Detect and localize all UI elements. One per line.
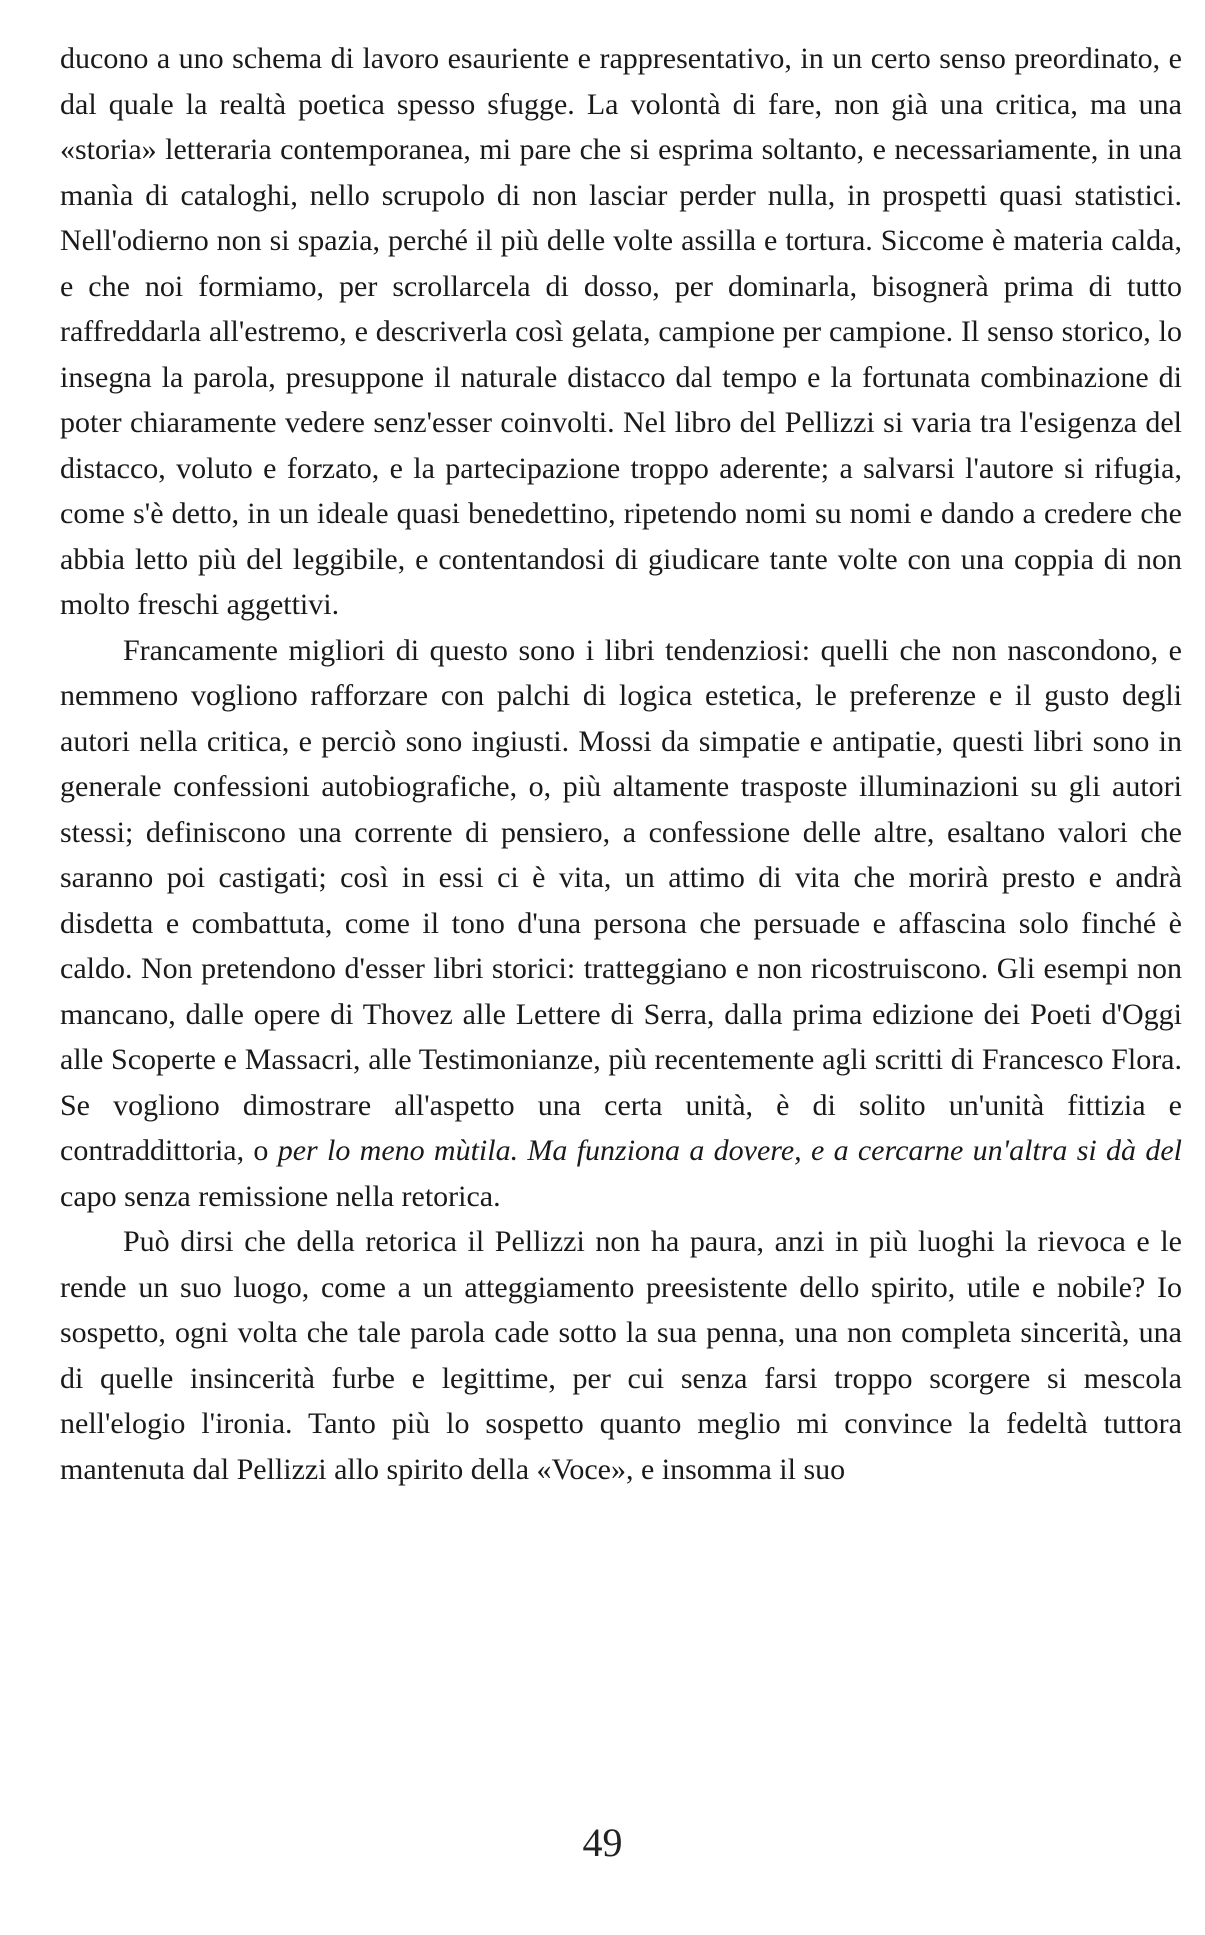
paragraph-1: ducono a uno schema di lavoro esauriente e rappresentativo, in un certo senso preordinato, e dal quale la realtà poetica spesso sfugge. La volontà di fare, non già una critica, ma una «storia» letteraria contemporanea, mi pare che si esprima soltanto, e necessariamente, in una manìa di cataloghi, nello scrupolo di non lasciar perder nulla, in prospetti quasi statistici. Nell'odierno non si spazia, perché il più delle volte assilla e tortura. Siccome è materia calda, e che noi formiamo, per scrollarcela di dosso, per dominarla, bisognerà prima di tutto raffreddarla all'estremo, e descriverla così gelata, campione per campione. Il senso storico, lo insegna la parola, presuppone il naturale distacco dal tempo e la fortunata combinazione di poter chiaramente vedere senz'esser coinvolti. Nel libro del Pellizzi si varia tra l'esigenza del distacco, voluto e forzato, e la partecipazione troppo aderente; a salvarsi l'autore si rifugia, come s'è detto, in un ideale quasi benedettino, ripetendo nomi su nomi e dando a credere che abbia letto più del leggibile, e contentandosi di giudicare tante volte con una coppia di non molto freschi aggettivi.	[60, 42, 1182, 621]
page-body	[60, 36, 1182, 1492]
paragraph-2	[60, 628, 1182, 1220]
paragraph-2-tail: capo senza remissione nella retorica.	[60, 1179, 501, 1213]
paragraph-2-italic-text: per lo meno mùtila. Ma funziona a dovere, e a cercarne un'altra si dà del	[277, 1134, 1182, 1167]
page-number: 49	[582, 1820, 623, 1865]
paragraph-3: Può dirsi che della retorica il Pellizzi non ha paura, anzi in più luoghi la rievoca e le rende un suo luogo, come a un atteggiamento preesistente dello spirito, utile e nobile? Io sospetto, ogni volta che tale parola cade sotto la sua penna, una non completa sincerità, una di quelle insincerità furbe e legittime, per cui senza farsi troppo scorgere si mescola nell'elogio l'ironia. Tanto più lo sospetto quanto meglio mi convince la fedeltà tuttora mantenuta dal Pellizzi allo spirito della «Voce», e insomma il suo	[60, 1225, 1182, 1486]
paragraph-2-text: Francamente migliori di questo sono i libri tendenziosi: quelli che non nascondono, e nemmeno vogliono rafforzare con palchi di logica estetica, le preferenze e il gusto degli autori nella critica, e perciò sono ingiusti. Mossi da simpatie e antipatie, questi libri sono in generale confessioni autobiografiche, o, più altamente trasposte illuminazioni su gli autori stessi; definiscono una corrente di pensiero, a confessione delle altre, esaltano valori che saranno poi castigati; così in essi ci è vita, un attimo di vita che morirà presto e andrà disdetta e combattuta, come il tono d'una persona che persuade e affascina solo finché è caldo. Non pretendono d'esser libri storici: tratteggiano e non ricostruiscono. Gli esempi non mancano, dalle opere di Thovez alle Lettere di Serra, dalla prima edizione dei Poeti d'Oggi alle Scoperte e Massacri, alle Testimonianze, più recentemente agli scritti di Francesco Flora. Se vogliono dimostrare all'aspetto una certa unità, è di solito un'unità fittizia e contraddittoria, o	[60, 633, 1182, 1167]
